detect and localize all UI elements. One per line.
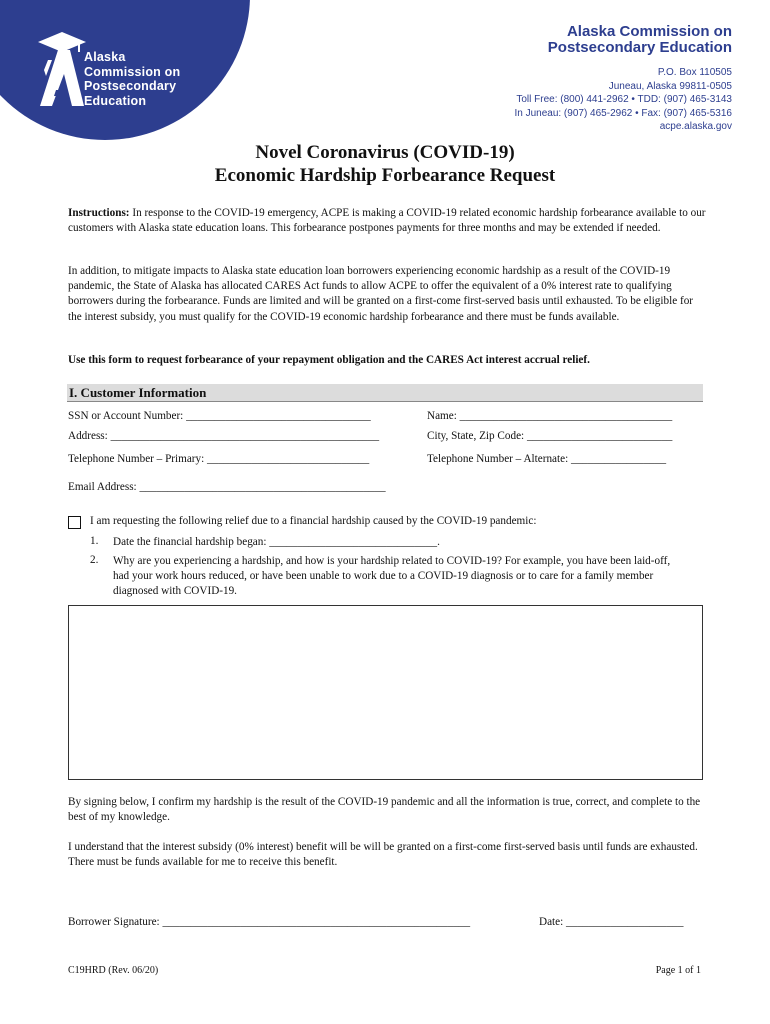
name-field[interactable]: Name: ______________________________________ (427, 410, 673, 422)
relief-checkbox[interactable] (68, 516, 81, 529)
section-title: I. Customer Information (69, 385, 207, 400)
subsidy-statement: I understand that the interest subsidy (0% interest) benefit will be will be granted on a first-come first-served basis until funds are exhausted. There must be funds available for me to receive this benefit. (68, 841, 698, 869)
borrower-signature-field[interactable]: Borrower Signature: _______________________________________________________ (68, 916, 471, 928)
instructions-label: Instructions: (68, 207, 130, 219)
confirmation-statement: By signing below, I confirm my hardship is the result of the COVID-19 pandemic and all the information is true, correct, and complete to the best of my knowledge. (68, 796, 701, 824)
hardship-date-field[interactable]: Date the financial hardship began: ______________________________. (113, 536, 440, 548)
website-link[interactable]: acpe.alaska.gov (659, 121, 732, 132)
org-name-line1: Alaska Commission on (566, 23, 732, 40)
instructions-text: In response to the COVID-19 emergency, ACPE is making a COVID-19 related economic hardship forbearance available to our customers with Alaska state education loans. This forbearance postpones payments for three months and may be extended if needed. (68, 207, 706, 235)
logo-line: Commission on (84, 64, 181, 79)
city-state-zip-field[interactable]: City, State, Zip Code: __________________________ (427, 430, 673, 442)
logo-line: Alaska (84, 50, 126, 64)
toll-free-line: Toll Free: (800) 441-2962 • TDD: (907) 465-3143 (516, 94, 732, 105)
instructions-paragraph (68, 206, 708, 236)
form-title-line2: Economic Hardship Forbearance Request (214, 165, 556, 186)
juneau-line: In Juneau: (907) 465-2962 • Fax: (907) 465-5316 (514, 107, 732, 119)
graduation-cap-logo-icon (34, 30, 86, 106)
org-name (548, 24, 732, 56)
org-name-line2: Postsecondary Education (547, 39, 732, 56)
use-form-statement: Use this form to request forbearance of your repayment obligation and the CARES Act interest accrual relief. (68, 354, 590, 366)
ssn-field[interactable]: SSN or Account Number: _________________________________ (68, 410, 371, 422)
phone-primary-field[interactable]: Telephone Number – Primary: _____________________________ (68, 453, 370, 465)
phone-alternate-field[interactable]: Telephone Number – Alternate: _________________ (427, 453, 667, 465)
po-box: P.O. Box 110505 (657, 67, 732, 78)
form-title-line1: Novel Coronavirus (COVID-19) (255, 142, 515, 163)
logo-wordmark (84, 50, 180, 108)
page-number: Page 1 of 1 (655, 965, 701, 976)
relief-statement: I am requesting the following relief due to a financial hardship caused by the COVID-19 pandemic: (90, 515, 537, 527)
logo-line: Education (84, 93, 147, 108)
logo-line: Postsecondary (84, 79, 177, 93)
city-address: Juneau, Alaska 99811-0505 (608, 80, 732, 92)
list-number: 2. (90, 554, 99, 566)
form-id: C19HRD (Rev. 06/20) (68, 965, 159, 976)
cares-act-paragraph: In addition, to mitigate impacts to Alaska state education loan borrowers experiencing economic hardship as a result of the COVID-19 pandemic, the State of Alaska has allocated CARES Act funds to allow ACPE to offer the equivalent of a 0% interest rate to qualifying borrowers during the forbearance. Funds are limited and will be granted on a first-come first-served basis until exhausted. To be eligible for the interest subsidy, you must qualify for the COVID-19 economic hardship forbearance and there must be funds available. (68, 265, 694, 323)
email-field[interactable]: Email Address: ____________________________________________ (68, 481, 386, 493)
hardship-question: Why are you experiencing a hardship, and how is your hardship related to COVID-19? For example, you have been laid-off, had your work hours reduced, or have been unable to work due to a COVID-19 diagnosis or to care for a family member diagnosed with COVID-19. (113, 555, 671, 598)
signature-date-field[interactable]: Date: _____________________ (539, 916, 684, 928)
address-field[interactable]: Address: ________________________________________________ (68, 430, 380, 442)
list-number: 1. (90, 535, 99, 547)
contact-block (514, 66, 732, 134)
hardship-explanation-textarea[interactable] (68, 605, 703, 780)
